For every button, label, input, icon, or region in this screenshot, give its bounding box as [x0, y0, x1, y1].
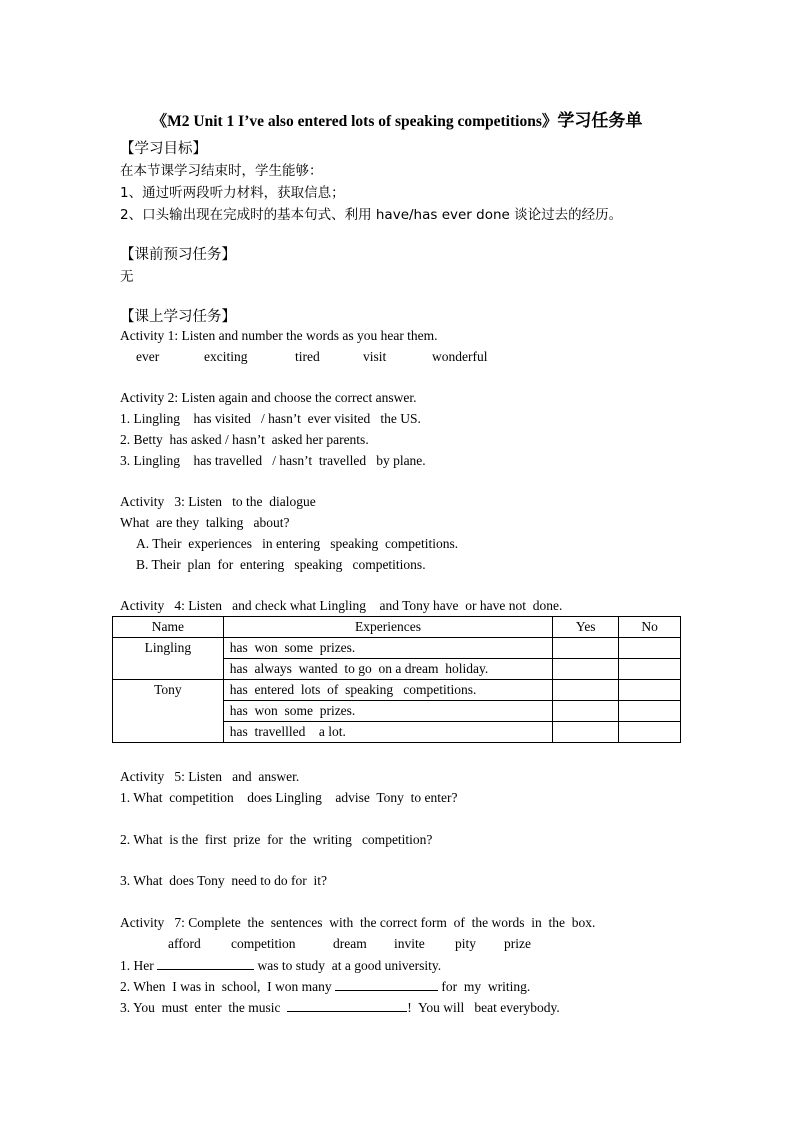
table-row [113, 638, 681, 659]
activity5-question-2: 2. What is the first prize for the writing competition? [120, 832, 433, 847]
activity7-word-prize: prize [504, 936, 531, 951]
sentence-text: 3. You must enter the music [120, 1000, 288, 1015]
table-row [113, 680, 681, 701]
sentence-text: 1. Her [120, 958, 158, 973]
activity7-instruction: Activity 7: Complete the sentences with the correct form of the words in the box. [120, 915, 596, 930]
class-tasks-heading: 【课上学习任务】 [120, 309, 236, 325]
activity7-word-pity: pity [455, 936, 477, 951]
yes-check-cell[interactable] [553, 701, 619, 722]
activity5-instruction: Activity 5: Listen and answer. [120, 769, 300, 784]
answer-blank[interactable] [157, 957, 254, 970]
activity1-word-ever: ever [136, 349, 160, 364]
sentence-text: for my writing. [437, 979, 531, 994]
experience-cell: has travellled a lot. [223, 722, 553, 743]
activity2-item-3: 3. Lingling has travelled / hasn’t travelled by plane. [120, 453, 426, 468]
activity7-sentence-2 [120, 978, 530, 995]
activity7-word-dream: dream [333, 936, 367, 951]
experience-cell: has won some prizes. [223, 638, 553, 659]
answer-blank[interactable] [335, 978, 438, 991]
row-name-tony: Tony [113, 680, 224, 743]
activity5-question-3: 3. What does Tony need to do for it? [120, 873, 328, 888]
no-check-cell[interactable] [619, 701, 681, 722]
row-name-lingling: Lingling [113, 638, 224, 680]
experience-cell: has won some prizes. [223, 701, 553, 722]
activity7-word-invite: invite [394, 936, 425, 951]
yes-check-cell[interactable] [553, 680, 619, 701]
yes-check-cell[interactable] [553, 659, 619, 680]
activity7-sentence-3 [120, 999, 560, 1016]
activity1-instruction: Activity 1: Listen and number the words as you hear them. [120, 328, 438, 343]
sentence-text: 2. When I was in school, I won many [120, 979, 335, 994]
activity3-option-b: B. Their plan for entering speaking competitions. [136, 557, 426, 572]
activity3-option-a: A. Their experiences in entering speaking competitions. [136, 536, 459, 551]
activity7-sentence-1 [120, 957, 441, 974]
experience-cell: has always wanted to go on a dream holiday. [223, 659, 553, 680]
experience-cell: has entered lots of speaking competitions. [223, 680, 553, 701]
activity1-word-tired: tired [295, 349, 320, 364]
page-title [0, 106, 794, 131]
title-chinese: 学习任务单 [557, 111, 643, 131]
activity1-word-wonderful: wonderful [432, 349, 488, 364]
activity7-word-afford: afford [168, 936, 201, 951]
answer-blank[interactable] [287, 999, 407, 1012]
header-yes: Yes [553, 617, 619, 638]
activity2-item-1: 1. Lingling has visited / hasn’t ever visited the US. [120, 411, 421, 426]
goals-intro: 在本节课学习结束时，学生能够： [120, 163, 323, 179]
header-name: Name [113, 617, 224, 638]
no-check-cell[interactable] [619, 680, 681, 701]
header-no: No [619, 617, 681, 638]
goals-heading: 【学习目标】 [120, 141, 207, 157]
activity3-instruction: Activity 3: Listen to the dialogue [120, 494, 316, 509]
activity5-question-1: 1. What competition does Lingling advise Tony to enter? [120, 790, 458, 805]
header-experiences: Experiences [223, 617, 553, 638]
goal-item-2: 2、口头输出现在完成时的基本句式、利用 have/has ever done 谈论过去的经历。 [120, 207, 623, 223]
activity7-word-competition: competition [231, 936, 296, 951]
preview-content: 无 [120, 269, 134, 285]
activity2-instruction: Activity 2: Listen again and choose the correct answer. [120, 390, 417, 405]
activity4-instruction: Activity 4: Listen and check what Lingling and Tony have or have not done. [120, 598, 563, 613]
activity2-item-2: 2. Betty has asked / hasn’t asked her parents. [120, 432, 369, 447]
sentence-text: ! You will beat everybody. [407, 1000, 560, 1015]
experiences-table [112, 616, 681, 743]
no-check-cell[interactable] [619, 722, 681, 743]
table-header-row [113, 617, 681, 638]
activity1-word-exciting: exciting [204, 349, 248, 364]
no-check-cell[interactable] [619, 659, 681, 680]
yes-check-cell[interactable] [553, 722, 619, 743]
goal-item-1: 1、通过听两段听力材料，获取信息； [120, 185, 345, 201]
yes-check-cell[interactable] [553, 638, 619, 659]
no-check-cell[interactable] [619, 638, 681, 659]
activity3-question: What are they talking about? [120, 515, 290, 530]
activity1-word-visit: visit [363, 349, 387, 364]
title-english: 《M2 Unit 1 I’ve also entered lots of speaking competitions》 [151, 113, 558, 130]
preview-heading: 【课前预习任务】 [120, 247, 236, 263]
sentence-text: was to study at a good university. [254, 958, 442, 973]
